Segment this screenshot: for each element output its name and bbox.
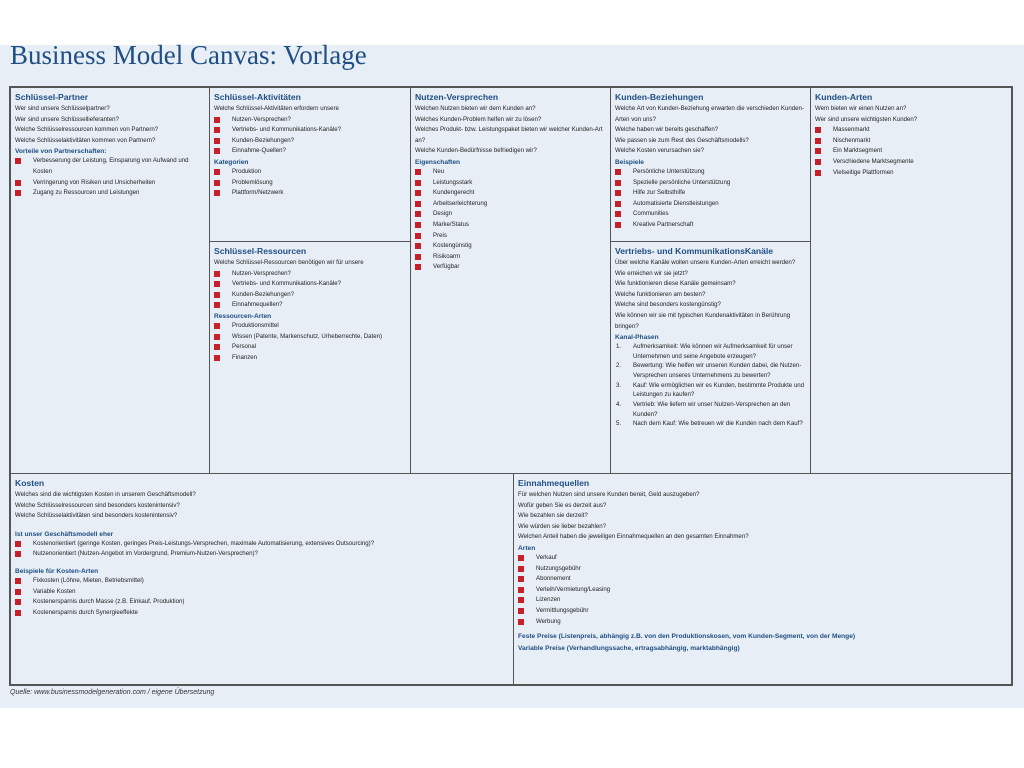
- list-item-text: Zugang zu Ressourcen und Leistungen: [33, 189, 140, 197]
- red-square-bullet-icon: [415, 254, 421, 260]
- block-key-activities: [209, 87, 411, 242]
- list-item-text: Vertriebs- und Kommunikations-Kanäle?: [232, 126, 342, 134]
- red-square-bullet-icon: [615, 201, 621, 207]
- question-list: [615, 104, 806, 157]
- red-square-bullet-icon: [815, 148, 821, 154]
- block-heading: Kosten: [15, 478, 45, 488]
- question-text: Welches Produkt- bzw. Leistungspaket bieten wir welcher Kunden-Art an?: [415, 126, 603, 144]
- phase-number: 2.: [616, 362, 622, 370]
- block-heading: Schlüssel-Ressourcen: [214, 246, 307, 256]
- block-heading: Schlüssel-Partner: [15, 92, 89, 102]
- red-square-bullet-icon: [214, 148, 220, 154]
- block-customer-relationships: [610, 87, 811, 242]
- list-item: [214, 279, 406, 290]
- list-item: [214, 115, 406, 126]
- list-item-text: Nischenmarkt: [833, 136, 871, 144]
- red-square-bullet-icon: [518, 555, 524, 561]
- phase-text: Nach dem Kauf: Wie betreuen wir die Kunden nach dem Kauf?: [633, 420, 803, 428]
- red-square-bullet-icon: [518, 587, 524, 593]
- red-square-bullet-icon: [415, 233, 421, 239]
- question-list: [615, 258, 806, 332]
- list-item-text: Kostengünstig: [433, 242, 472, 250]
- list-item-text: Verschiedene Marktsegmente: [833, 157, 914, 165]
- block-heading: Schlüssel-Aktivitäten: [214, 92, 301, 102]
- list-item-text: Kreative Partnerschaft: [633, 220, 694, 228]
- list-item-text: Verleih/Vermietung/Leasing: [536, 585, 611, 593]
- block-heading: Vertriebs- und KommunikationsKanäle: [615, 246, 774, 256]
- bullet-list: [15, 539, 509, 560]
- list-item: [518, 595, 1007, 606]
- question-text: Welche haben wir bereits geschaffen?: [615, 126, 719, 134]
- bullet-list: [214, 167, 406, 199]
- fixed-prices-text: Feste Preise (Listenpreis, abhängig z.B. von den Produktionskosen, vom Kunden-Segment, von der Menge): [518, 633, 856, 641]
- red-square-bullet-icon: [214, 190, 220, 196]
- block-subheading: Arten: [518, 544, 536, 552]
- question-text: Wie funktionieren diese Kanäle gemeinsam?: [615, 280, 736, 288]
- list-item: [214, 167, 406, 178]
- list-item-text: Einnahme-Quellen?: [232, 147, 286, 155]
- list-item: [615, 209, 806, 220]
- red-square-bullet-icon: [815, 159, 821, 165]
- list-item: [15, 576, 509, 587]
- question-text: Wie würden sie lieber bezahlen?: [518, 522, 607, 530]
- red-square-bullet-icon: [415, 169, 421, 175]
- list-item: [214, 125, 406, 136]
- list-item: [15, 549, 509, 560]
- red-square-bullet-icon: [518, 566, 524, 572]
- block-heading: Nutzen-Versprechen: [415, 92, 499, 102]
- list-item: [15, 188, 205, 199]
- phase-item: [615, 400, 806, 419]
- question-text: Wem bieten wir einen Nutzen an?: [815, 105, 907, 112]
- phase-number: 3.: [616, 381, 622, 389]
- list-item-text: Nutzungsgebühr: [536, 564, 581, 572]
- list-item-text: Hilfe zur Selbsthilfe: [633, 189, 686, 197]
- red-square-bullet-icon: [815, 138, 821, 144]
- red-square-bullet-icon: [415, 264, 421, 270]
- question-text: Wie erreichen wir sie jetzt?: [615, 269, 688, 277]
- list-item-text: Design: [433, 210, 452, 218]
- list-item: [15, 587, 509, 598]
- list-item-text: Verfügbar: [433, 263, 460, 271]
- list-item-text: Wissen (Patente, Markenschutz, Urheberrechte, Daten): [232, 332, 383, 340]
- list-item: [815, 146, 1007, 157]
- question-text: Für welchen Nutzen sind unsere Kunden bereit, Geld auszugeben?: [518, 491, 700, 498]
- list-item-text: Neu: [433, 167, 445, 175]
- red-square-bullet-icon: [615, 211, 621, 217]
- question-list: [15, 490, 509, 522]
- bullet-list: [214, 269, 406, 311]
- list-item-text: Preis: [433, 231, 447, 239]
- question-text: Welche Schlüsselaktivitäten sind besonders kostenintensiv?: [15, 512, 178, 520]
- phase-item: [615, 381, 806, 400]
- question-text: Welche Kunden-Bedürfnisse befriedigen wir?: [415, 147, 537, 155]
- question-text: Welches Kunden-Problem helfen wir zu lösen?: [415, 115, 542, 123]
- list-item-text: Nutzen-Versprechen?: [232, 115, 291, 123]
- red-square-bullet-icon: [214, 169, 220, 175]
- list-item: [415, 262, 606, 273]
- red-square-bullet-icon: [214, 323, 220, 329]
- red-square-bullet-icon: [415, 211, 421, 217]
- block-revenue-streams: [513, 473, 1012, 685]
- phase-text: Kauf: Wie ermöglichen wir es Kunden, bestimmte Produkte und Leistungen zu kaufen?: [633, 381, 805, 399]
- list-item: [214, 332, 406, 343]
- list-item-text: Risikoarm: [433, 252, 461, 260]
- list-item: [415, 209, 606, 220]
- red-square-bullet-icon: [15, 158, 21, 164]
- list-item: [214, 146, 406, 157]
- list-item: [214, 290, 406, 301]
- block-subheading: Vorteile von Partnerschaften:: [15, 148, 107, 156]
- block-heading: Kunden-Beziehungen: [615, 92, 704, 102]
- red-square-bullet-icon: [214, 281, 220, 287]
- list-item-text: Kunden-Beziehungen?: [232, 290, 295, 298]
- red-square-bullet-icon: [214, 302, 220, 308]
- block-subheading: Kategorien: [214, 158, 249, 166]
- list-item: [214, 269, 406, 280]
- page-title: Business Model Canvas: Vorlage: [10, 40, 367, 70]
- list-item-text: Werbung: [536, 617, 561, 625]
- list-item-text: Spezielle persönliche Unterstützung: [633, 178, 731, 186]
- list-item: [415, 252, 606, 263]
- list-item: [615, 220, 806, 231]
- list-item: [15, 178, 205, 189]
- list-item: [214, 353, 406, 364]
- list-item: [815, 136, 1007, 147]
- list-item-text: Kostenersparnis durch Masse (z.B. Einkauf, Produktion): [33, 598, 185, 606]
- list-item-text: Kostenorientiert (geringe Kosten, geringes Preis-Leistungs-Versprechen, maximale Automatisierung, extensives Outsourcing)?: [33, 539, 375, 547]
- list-item-text: Verkauf: [536, 553, 557, 561]
- list-item: [518, 574, 1007, 585]
- list-item-text: Persönliche Unterstützung: [633, 167, 705, 175]
- red-square-bullet-icon: [214, 117, 220, 123]
- list-item: [518, 564, 1007, 575]
- question-text: Welchen Nutzen bieten wir dem Kunden an?: [415, 105, 536, 112]
- bullet-list: [815, 125, 1007, 178]
- list-item: [15, 156, 205, 177]
- red-square-bullet-icon: [518, 576, 524, 582]
- list-item-text: Marke/Status: [433, 220, 469, 228]
- list-item: [15, 539, 509, 550]
- red-square-bullet-icon: [415, 190, 421, 196]
- red-square-bullet-icon: [214, 334, 220, 340]
- question-text: Wer sind unsere Schlüsselpartner?: [15, 105, 110, 112]
- list-item-text: Kundengerecht: [433, 189, 475, 197]
- question-list: [415, 104, 606, 157]
- question-text: Wer sind unsere wichtigsten Kunden?: [815, 115, 918, 123]
- list-item: [214, 178, 406, 189]
- question-list: [214, 104, 406, 115]
- phase-text: Bewertung: Wie helfen wir unseren Kunden dabei, die Nutzen-Versprechen unseres Unternehmens zu bewerten?: [633, 362, 802, 379]
- question-text: Welche Art von Kunden-Beziehung erwarten die verschieden Kunden-Arten von uns?: [615, 105, 804, 123]
- question-text: Welche Schlüssel-Aktivitäten erfordern unsere: [214, 105, 339, 112]
- block-subheading: Beispiele: [615, 158, 644, 166]
- red-square-bullet-icon: [214, 271, 220, 277]
- red-square-bullet-icon: [15, 551, 21, 557]
- block-subheading: Ist unser Geschäftsmodell eher: [15, 530, 114, 538]
- red-square-bullet-icon: [15, 541, 21, 547]
- block-customer-segments: [810, 87, 1012, 474]
- question-text: Wie passen sie zum Rest des Geschäftsmodells?: [615, 136, 749, 144]
- red-square-bullet-icon: [15, 599, 21, 605]
- block-costs: [10, 473, 514, 685]
- list-item-text: Finanzen: [232, 353, 258, 361]
- red-square-bullet-icon: [214, 127, 220, 133]
- phase-number: 4.: [616, 401, 622, 409]
- list-item-text: Personal: [232, 343, 257, 351]
- list-item: [214, 300, 406, 311]
- red-square-bullet-icon: [15, 589, 21, 595]
- question-text: Welche funktionieren am besten?: [615, 290, 706, 298]
- list-item: [815, 168, 1007, 179]
- list-item-text: Einnahmequellen?: [232, 301, 283, 309]
- list-item: [214, 321, 406, 332]
- list-item: [15, 597, 509, 608]
- list-item-text: Problemlösung: [232, 178, 273, 186]
- list-item-text: Communities: [633, 210, 669, 218]
- question-text: Welche Schlüsselaktivitäten kommen von Partnern?: [15, 136, 156, 144]
- block-subheading: Beispiele für Kosten-Arten: [15, 567, 99, 575]
- list-item: [415, 188, 606, 199]
- red-square-bullet-icon: [214, 292, 220, 298]
- list-item: [415, 231, 606, 242]
- bullet-list: [518, 553, 1007, 627]
- list-item-text: Vertriebs- und Kommunikations-Kanäle?: [232, 280, 342, 288]
- list-item-text: Verringerung von Risiken und Unsicherheiten: [33, 178, 156, 186]
- block-key-resources: [209, 241, 411, 474]
- list-item: [214, 136, 406, 147]
- list-item-text: Massenmarkt: [833, 126, 870, 134]
- block-value-propositions: [410, 87, 611, 474]
- question-text: Wie können wir sie mit typischen Kundenaktivitäten in Berührung bringen?: [615, 311, 791, 330]
- business-model-canvas: [9, 86, 1013, 686]
- question-text: Welche Schlüsselressourcen kommen von Partnern?: [15, 126, 159, 134]
- red-square-bullet-icon: [615, 222, 621, 228]
- list-item-text: Verbesserung der Leistung, Einsparung von Aufwand und Kosten: [33, 157, 189, 175]
- numbered-list: [615, 342, 806, 429]
- block-channels: [610, 241, 811, 474]
- red-square-bullet-icon: [415, 243, 421, 249]
- list-item: [518, 617, 1007, 628]
- red-square-bullet-icon: [615, 180, 621, 186]
- red-square-bullet-icon: [518, 608, 524, 614]
- phase-item: [615, 361, 806, 380]
- red-square-bullet-icon: [15, 190, 21, 196]
- list-item-text: Vermittlungsgebühr: [536, 606, 589, 614]
- list-item-text: Kunden-Beziehungen?: [232, 136, 295, 144]
- list-item: [815, 157, 1007, 168]
- question-text: Welchen Anteil haben die jeweiligen Einnahmequellen an den gesamten Einnahmen?: [518, 533, 749, 541]
- block-heading: Einnahmequellen: [518, 478, 590, 488]
- red-square-bullet-icon: [15, 578, 21, 584]
- question-text: Welche Schlüssel-Ressourcen benötigen wir für unsere: [214, 259, 364, 266]
- phase-number: 5.: [616, 420, 622, 428]
- list-item: [415, 178, 606, 189]
- question-list: [518, 490, 1007, 543]
- red-square-bullet-icon: [214, 344, 220, 350]
- red-square-bullet-icon: [415, 180, 421, 186]
- question-list: [815, 104, 1007, 125]
- red-square-bullet-icon: [615, 169, 621, 175]
- question-text: Wie bezahlen sie derzeit?: [518, 512, 588, 520]
- phase-number: 1.: [616, 343, 622, 351]
- phase-item: [615, 342, 806, 361]
- question-text: Wofür geben Sie es derzeit aus?: [518, 501, 607, 509]
- block-subheading: Kanal-Phasen: [615, 334, 659, 342]
- list-item: [815, 125, 1007, 136]
- list-item-text: Leistungsstark: [433, 178, 473, 186]
- question-list: [15, 104, 205, 146]
- list-item-text: Lizenzen: [536, 596, 561, 604]
- list-item-text: Abonnement: [536, 575, 571, 583]
- red-square-bullet-icon: [415, 222, 421, 228]
- list-item: [615, 178, 806, 189]
- red-square-bullet-icon: [15, 180, 21, 186]
- list-item: [415, 241, 606, 252]
- bullet-list: [214, 321, 406, 363]
- block-subheading: Ressourcen-Arten: [214, 312, 272, 320]
- red-square-bullet-icon: [214, 355, 220, 361]
- red-square-bullet-icon: [518, 619, 524, 625]
- source-note: Quelle: www.businessmodelgeneration.com / eigene Übersetzung: [10, 689, 215, 696]
- question-text: Welche sind besonders kostengünstig?: [615, 301, 721, 309]
- block-key-partners: [10, 87, 210, 474]
- red-square-bullet-icon: [815, 170, 821, 176]
- list-item-text: Kostenersparnis durch Synergieeffekte: [33, 608, 138, 616]
- list-item: [214, 342, 406, 353]
- list-item: [214, 188, 406, 199]
- list-item-text: Nutzen-Versprechen?: [232, 269, 291, 277]
- list-item-text: Ein Marktsegment: [833, 147, 883, 155]
- list-item-text: Nutzenorientiert (Nutzen-Angebot im Vordergrund, Premium-Nutzen-Versprechen)?: [33, 550, 258, 558]
- block-subheading: Eigenschaften: [415, 158, 461, 166]
- list-item-text: Vielseitige Plattformen: [833, 168, 894, 176]
- list-item: [415, 167, 606, 178]
- list-item-text: Produktion: [232, 167, 262, 175]
- question-text: Wer sind unsere Schlüssellieferanten?: [15, 115, 119, 123]
- red-square-bullet-icon: [815, 127, 821, 133]
- list-item: [518, 585, 1007, 596]
- phase-item: [615, 419, 806, 428]
- red-square-bullet-icon: [214, 138, 220, 144]
- list-item-text: Arbeitserleichterung: [433, 199, 488, 207]
- list-item-text: Variable Kosten: [33, 587, 76, 595]
- variable-prices-text: Variable Preise (Verhandlungssache, ertragsabhängig, marktabhängig): [518, 645, 740, 653]
- list-item: [518, 606, 1007, 617]
- question-text: Über welche Kanäle wollen unsere Kunden-Arten erreicht werden?: [615, 259, 796, 266]
- list-item: [615, 199, 806, 210]
- list-item: [415, 220, 606, 231]
- list-item: [615, 167, 806, 178]
- bullet-list: [615, 167, 806, 231]
- red-square-bullet-icon: [415, 201, 421, 207]
- list-item-text: Plattform/Netzwerk: [232, 189, 284, 197]
- list-item: [15, 608, 509, 619]
- red-square-bullet-icon: [518, 597, 524, 603]
- red-square-bullet-icon: [15, 610, 21, 616]
- red-square-bullet-icon: [615, 190, 621, 196]
- red-square-bullet-icon: [214, 180, 220, 186]
- bullet-list: [15, 576, 509, 618]
- bullet-list: [15, 156, 205, 198]
- phase-text: Aufmerksamkeit: Wie können wir Aufmerksamkeit für unser Unternehmen und seine Angebote erzeugen?: [633, 343, 793, 360]
- list-item-text: Automatisierte Dienstleistungen: [633, 199, 719, 207]
- question-list: [214, 258, 406, 269]
- question-text: Welche Kosten verursachen sie?: [615, 147, 704, 155]
- list-item: [415, 199, 606, 210]
- list-item-text: Produktionsmittel: [232, 321, 279, 329]
- block-heading: Kunden-Arten: [815, 92, 873, 102]
- list-item: [615, 188, 806, 199]
- list-item-text: Fixkosten (Löhne, Mieten, Betriebsmittel): [33, 576, 144, 584]
- list-item: [518, 553, 1007, 564]
- bullet-list: [415, 167, 606, 273]
- question-text: Welches sind die wichtigsten Kosten in unserem Geschäftsmodell?: [15, 491, 196, 498]
- phase-text: Vertrieb: Wie liefern wir unser Nutzen-Versprechen an den Kunden?: [633, 401, 791, 418]
- question-text: Welche Schlüsselressourcen sind besonders kostenintensiv?: [15, 501, 180, 509]
- bullet-list: [214, 115, 406, 157]
